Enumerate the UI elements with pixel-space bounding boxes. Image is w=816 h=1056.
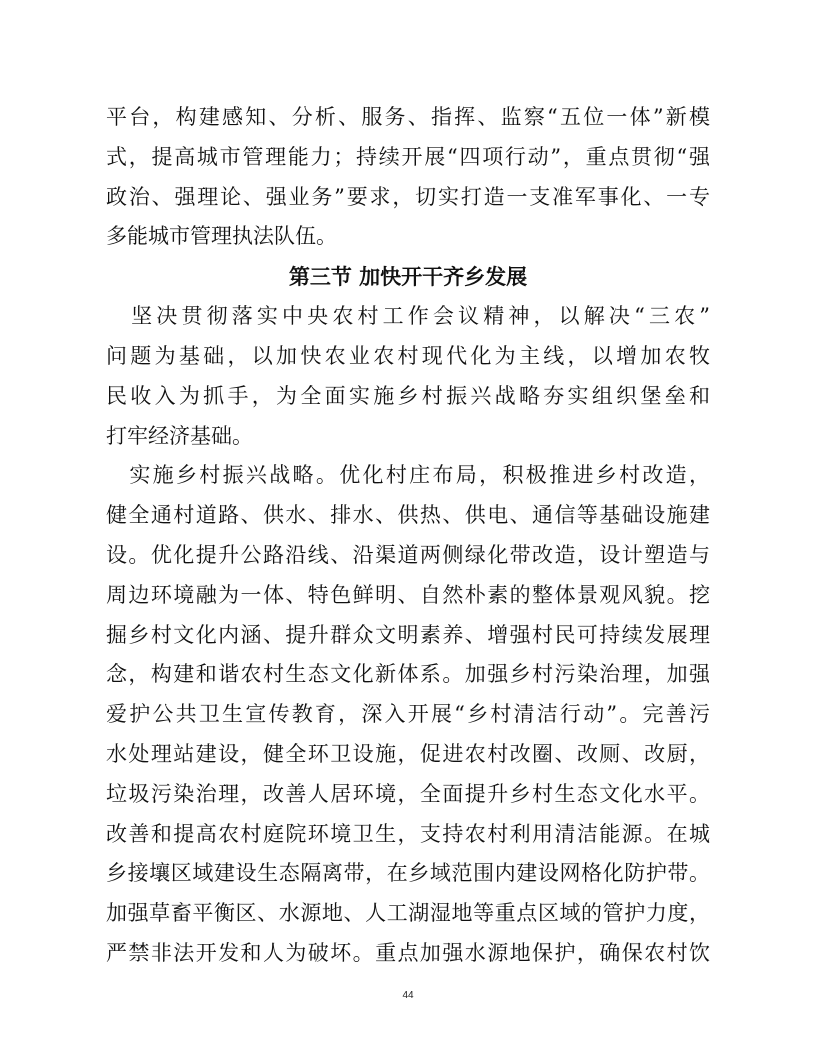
text-line: 民收入为抓手，为全面实施乡村振兴战略夯实组织堡垒和 <box>106 383 710 408</box>
text-line: 设。优化提升公路沿线、沿渠道两侧绿化带改造，设计塑造与 <box>106 542 710 567</box>
text-line: 乡接壤区域建设生态隔离带，在乡域范围内建设网格化防护带。 <box>106 861 710 886</box>
text-line: 加强草畜平衡区、水源地、人工湖湿地等重点区域的管护力度， <box>106 901 710 926</box>
text-line: 式，提高城市管理能力；持续开展“四项行动”，重点贯彻“强 <box>106 144 710 169</box>
text-line: 平台，构建感知、分析、服务、指挥、监察“五位一体”新模 <box>106 105 710 129</box>
text-line: 垃圾污染治理，改善人居环境，全面提升乡村生态文化水平。 <box>106 781 710 806</box>
text-line: 健全通村道路、供水、排水、供热、供电、通信等基础设施建 <box>106 503 710 528</box>
body-text <box>106 98 710 974</box>
text-line: 坚决贯彻落实中央农村工作会议精神，以解决“三农” <box>106 304 710 329</box>
text-line: 打牢经济基础。 <box>106 423 253 448</box>
section-heading: 第三节 加快开干齐乡发展 <box>288 265 528 290</box>
text-line: 周边环境融为一体、特色鲜明、自然朴素的整体景观风貌。挖 <box>106 582 710 607</box>
text-line: 问题为基础，以加快农业农村现代化为主线，以增加农牧 <box>106 343 710 368</box>
text-line: 爱护公共卫生宣传教育，深入开展“乡村清洁行动”。完善污 <box>106 702 710 727</box>
text-line: 实施乡村振兴战略。优化村庄布局，积极推进乡村改造， <box>106 463 710 488</box>
text-line: 改善和提高农村庭院环境卫生，支持农村利用清洁能源。在城 <box>106 821 710 846</box>
text-line: 念，构建和谐农村生态文化新体系。加强乡村污染治理，加强 <box>106 662 710 687</box>
text-line: 严禁非法开发和人为破坏。重点加强水源地保护，确保农村饮 <box>106 940 710 965</box>
text-line: 政治、强理论、强业务”要求，切实打造一支准军事化、一专 <box>106 184 710 209</box>
text-line: 水处理站建设，健全环卫设施，促进农村改圈、改厕、改厨， <box>106 741 710 766</box>
text-line: 多能城市管理执法队伍。 <box>106 224 337 249</box>
page-number: 44 <box>402 990 414 1001</box>
text-line: 掘乡村文化内涵、提升群众文明素养、增强村民可持续发展理 <box>106 622 710 647</box>
